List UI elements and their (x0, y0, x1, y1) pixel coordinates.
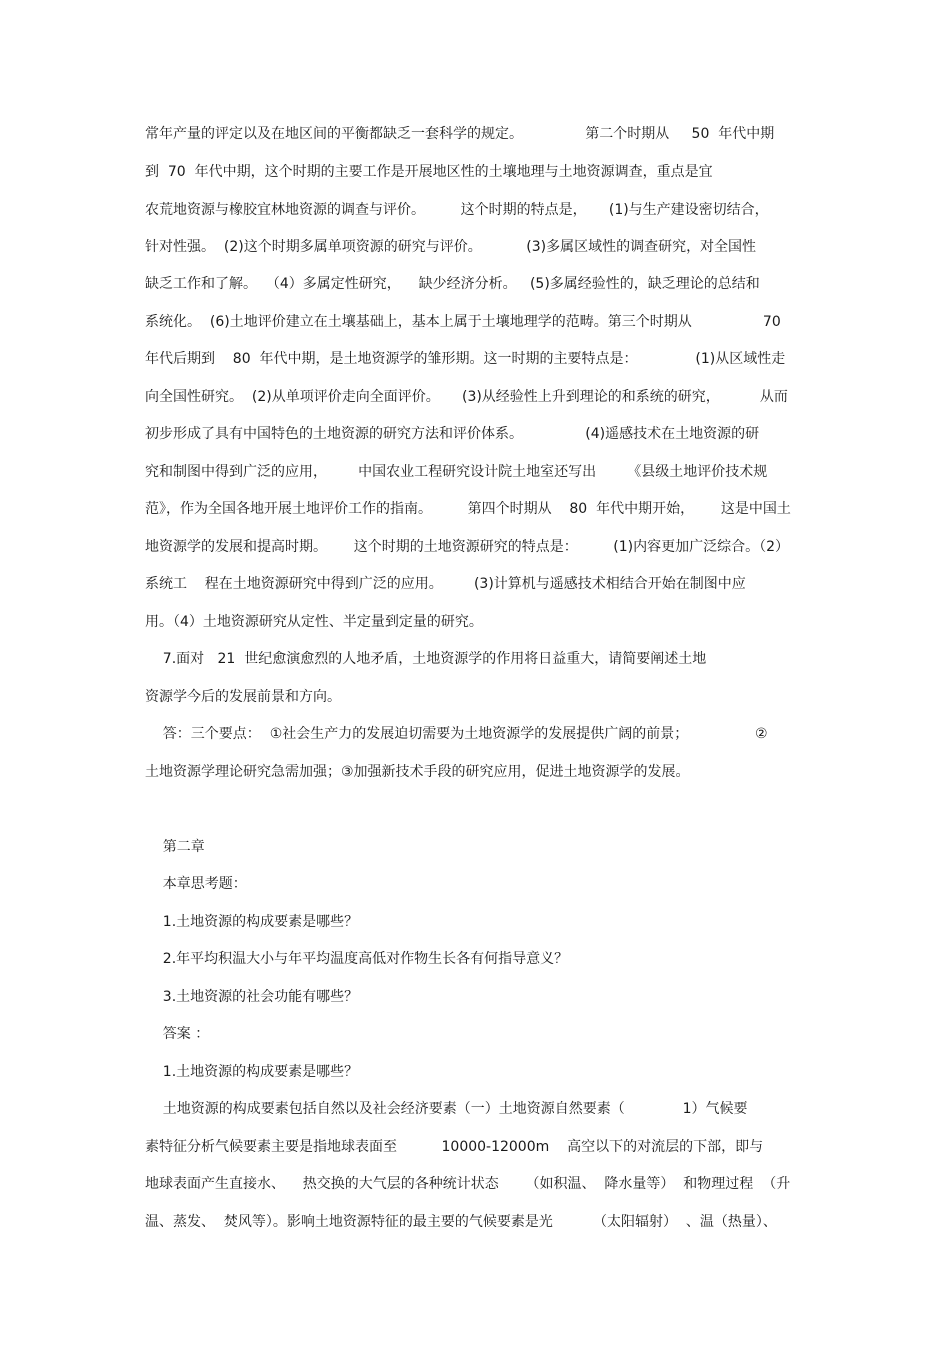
question-line: 7.面对 21 世纪愈演愈烈的人地矛盾，土地资源学的作用将日益重大，请简要阐述土地 (145, 651, 707, 667)
answer-heading: 答案 ： (145, 1026, 210, 1042)
text-line: 到 70 年代中期，这个时期的主要工作是开展地区性的土壤地理与土地资源调查，重点是宜 (145, 164, 713, 180)
text-line: 地资源学的发展和提高时期。 这个时期的土地资源研究的特点是： (1)内容更加广泛综合。（2） (145, 539, 790, 555)
text-line: 素特征分析气候要素主要是指地球表面至 10000-12000m 高空以下的对流层的下部，即与 (145, 1139, 764, 1155)
text-line: 针对性强。 (2)这个时期多属单项资源的研究与评价。 (3)多属区域性的调查研究，对全国性 (145, 239, 757, 255)
text-line: 系统化。 (6)土地评价建立在土壤基础上，基本上属于土壤地理学的范畴。第三个时期从 70 (145, 314, 781, 330)
answer-line: 答：三个要点： ①社会生产力的发展迫切需要为土地资源学的发展提供广阔的前景； ② (145, 726, 768, 742)
text-line: 温、蒸发、 焚风等）。影响土地资源特征的最主要的气候要素是光 （太阳辐射） 、温（热量）、 (145, 1214, 777, 1230)
text-line: 范》，作为全国各地开展土地评价工作的指南。 第四个时期从 80 年代中期开始， 这是中国土 (145, 501, 791, 517)
question-item: 1.土地资源的构成要素是哪些？ (145, 914, 359, 930)
text-line: 向全国性研究。 (2)从单项评价走向全面评价。 (3)从经验性上升到理论的和系统的研究， 从而 (145, 389, 788, 405)
text-line: 地球表面产生直接水、 热交换的大气层的各种统计状态 （如积温、 降水量等） 和物理过程 （升 (145, 1176, 791, 1192)
question-item: 2.年平均积温大小与年平均温度高低对作物生长各有何指导意义？ (145, 951, 569, 967)
chapter-heading: 第二章 (145, 839, 205, 855)
text-line: 究和制图中得到广泛的应用， 中国农业工程研究设计院土地室还写出 《县级土地评价技术规 (145, 464, 768, 480)
text-line: 用。（4）土地资源研究从定性、半定量到定量的研究。 (145, 614, 483, 630)
answer-question: 1.土地资源的构成要素是哪些？ (145, 1064, 359, 1080)
question-item: 3.土地资源的社会功能有哪些？ (145, 989, 359, 1005)
answer-line: 土地资源学理论研究急需加强；③加强新技术手段的研究应用，促进土地资源学的发展。 (145, 764, 690, 780)
question-line: 资源学今后的发展前景和方向。 (145, 689, 341, 705)
text-line: 初步形成了具有中国特色的土地资源的研究方法和评价体系。 (4)遥感技术在土地资源的研 (145, 426, 760, 442)
text-line: 土地资源的构成要素包括自然以及社会经济要素（一）土地资源自然要素（ 1）气候要 (145, 1101, 748, 1117)
text-line: 缺乏工作和了解。 （4）多属定性研究， 缺少经济分析。 (5)多属经验性的，缺乏理论的总结和 (145, 276, 760, 292)
section-heading: 本章思考题： (145, 876, 247, 892)
text-line: 系统工 程在土地资源研究中得到广泛的应用。 (3)计算机与遥感技术相结合开始在制图中应 (145, 576, 746, 592)
text-line: 年代后期到 80 年代中期，是土地资源学的雏形期。这一时期的主要特点是： (1)从区域性走 (145, 351, 786, 367)
text-line: 常年产量的评定以及在地区间的平衡都缺乏一套科学的规定。 第二个时期从 50 年代中期 (145, 126, 775, 142)
text-line: 农荒地资源与橡胶宜林地资源的调查与评价。 这个时期的特点是， (1)与生产建设密切结合， (145, 202, 769, 218)
